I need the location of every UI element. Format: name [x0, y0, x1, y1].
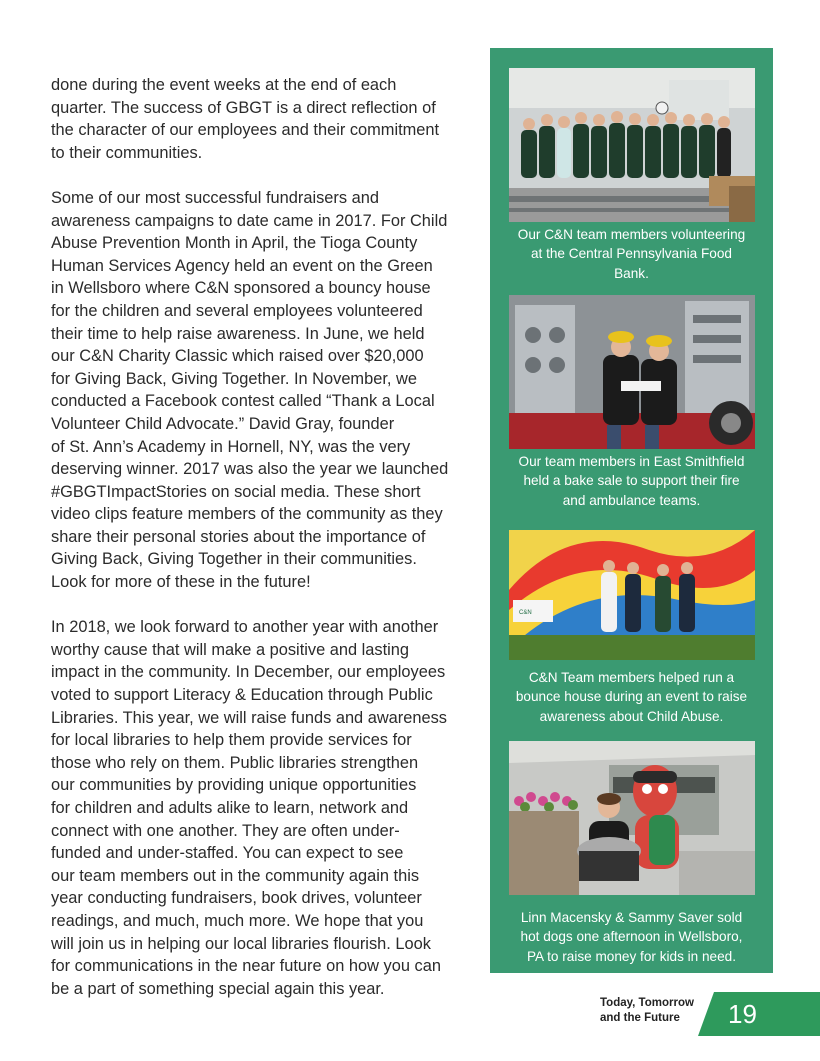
photo-caption-food-bank: Our C&N team members volunteering at the Central Pennsylvania Food Bank. — [517, 227, 746, 281]
svg-text:C&N: C&N — [519, 610, 532, 616]
page-number: 19 — [728, 999, 757, 1029]
paragraph-intro: done during the event weeks at the end of each quarter. The success of GBGT is a direct reflection of the character of our employees and their commitment to their communities. — [51, 76, 440, 162]
food-bank-volunteers-photo — [509, 68, 755, 222]
photo-caption-bounce-house: C&N Team members helped run a bounce house during an event to raise awareness about Child Abuse. — [515, 670, 748, 724]
page-badge-shape — [698, 992, 820, 1036]
hot-dog-mascot-photo — [509, 741, 755, 895]
article-body — [51, 74, 461, 1023]
page-number-badge — [698, 992, 820, 1036]
bounce-house-photo — [509, 530, 755, 660]
paragraph-2018-plans: In 2018, we look forward to another year with another worthy cause that will make a positive and lasting impact in the community. In December, our employees voted to support Literacy & Education through Public Libraries. This year, we will raise funds and awareness for local libraries to help them provide services for those who rely on them. Public libraries strengthen our communities by providing unique opportunities for children and adults alike to learn, network and connect with one another. They are often under- funded and under-staffed. You can expect to see our team members out in the community again this year conducting fundraisers, book drives, volunteer readings, and much, much more. We hope that you will join us in helping our local libraries flourish. Look for communications in the near future on how you can be a part of something special again this year. — [51, 618, 447, 998]
photo-caption-bake-sale: Our team members in East Smithfield held a bake sale to support their fire and ambulance teams. — [518, 454, 745, 508]
paragraph-fundraisers: Some of our most successful fundraisers and awareness campaigns to date came in 2017. For Child Abuse Prevention Month in April, the Tioga County Human Services Agency held an event on the Green in Wellsboro where C&N sponsored a bouncy house for the children and several employees volunteered their time to help raise awareness. In June, we held our C&N Charity Classic which raised over $20,000 for Giving Back, Giving Together. In November, we conducted a Facebook contest called “Thank a Local Volunteer Child Advocate.” David Gray, founder of St. Ann’s Academy in Hornell, NY, was the very deserving winner. 2017 was also the year we launched #GBGTImpactStories on social media. These short video clips feature members of the community as they share their personal stories about the importance of Giving Back, Giving Together in their communities. Look for more of these in the future! — [51, 188, 449, 592]
photo-sidebar — [490, 48, 773, 973]
bake-sale-fire-truck-photo — [509, 295, 755, 449]
footer-tagline: Today, Tomorrow and the Future — [600, 997, 694, 1024]
photo-caption-hot-dog: Linn Macensky & Sammy Saver sold hot dogs one afternoon in Wellsboro, PA to raise money for kids in need. — [520, 910, 743, 964]
